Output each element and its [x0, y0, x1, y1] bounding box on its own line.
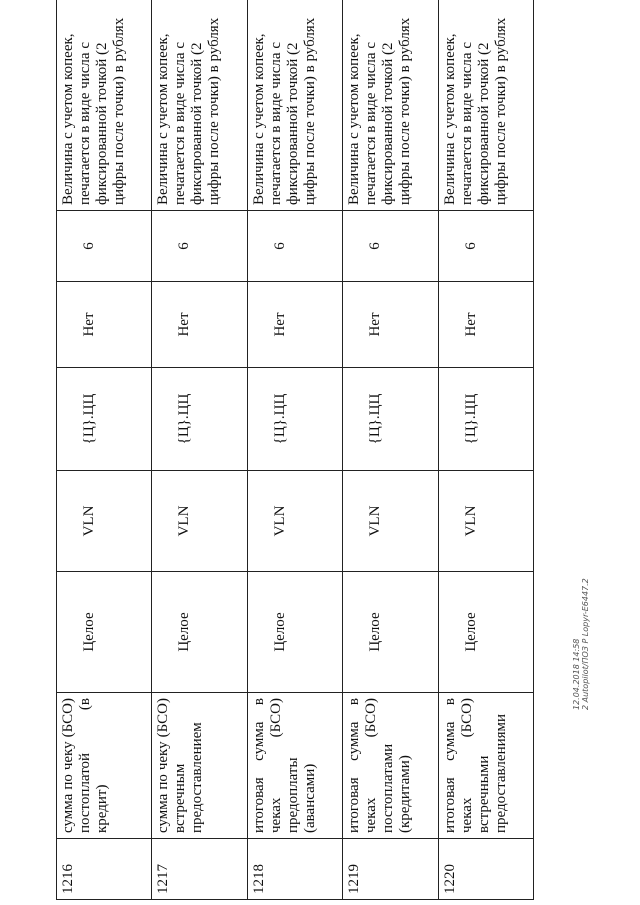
field-mask-cell: {Ц}.ЦЦ [152, 368, 247, 471]
table-row [438, 0, 533, 900]
field-required-cell: Нет [247, 282, 342, 368]
field-name-cell: итоговая сумма в чеках (БСО) встречными предоставлениями [438, 693, 533, 839]
field-name-cell: итоговая сумма в чеках (БСО) предоплаты (авансами) [247, 693, 342, 839]
table-row [343, 0, 438, 900]
field-format-cell: VLN [247, 471, 342, 572]
field-required-cell: Нет [438, 282, 533, 368]
field-description-cell: Величина с учетом копеек, печатается в виде числа с фиксированной точкой (2 цифры после точки) в рублях [343, 0, 438, 211]
field-mask-cell: {Ц}.ЦЦ [247, 368, 342, 471]
field-description-cell: Величина с учетом копеек, печатается в виде числа с фиксированной точкой (2 цифры после точки) в рублях [247, 0, 342, 211]
field-type-cell: Целое [152, 572, 247, 693]
field-format-cell: VLN [152, 471, 247, 572]
field-type-cell: Целое [343, 572, 438, 693]
table-row [57, 0, 152, 900]
field-format-cell: VLN [57, 471, 152, 572]
field-mask-cell: {Ц}.ЦЦ [438, 368, 533, 471]
field-required-cell: Нет [57, 282, 152, 368]
field-required-cell: Нет [343, 282, 438, 368]
stamp-line-2: 2 Autopilot/ПОЗ Р Lopyr-Е6447.2 [581, 578, 590, 710]
field-length-cell: 6 [438, 211, 533, 282]
field-type-cell: Целое [57, 572, 152, 693]
field-description-cell: Величина с учетом копеек, печатается в виде числа с фиксированной точкой (2 цифры после точки) в рублях [438, 0, 533, 211]
field-description-cell: Величина с учетом копеек, печатается в виде числа с фиксированной точкой (2 цифры после точки) в рублях [152, 0, 247, 211]
field-description-cell: Величина с учетом копеек, печатается в виде числа с фиксированной точкой (2 цифры после точки) в рублях [57, 0, 152, 211]
field-length-cell: 6 [57, 211, 152, 282]
row-number-cell: 1217 [152, 839, 247, 900]
rotated-table-container [56, 17, 534, 900]
field-mask-cell: {Ц}.ЦЦ [343, 368, 438, 471]
table-row [247, 0, 342, 900]
field-type-cell: Целое [438, 572, 533, 693]
stamp-line-1: 12.04.2018 14:58 [572, 638, 581, 710]
field-name-cell: сумма по чеку (БСО) встречным предоставлением [152, 693, 247, 839]
field-mask-cell: {Ц}.ЦЦ [57, 368, 152, 471]
row-number-cell: 1218 [247, 839, 342, 900]
field-name-cell: сумма по чеку (БСО) постоплатой (в кредит) [57, 693, 152, 839]
field-name-cell: итоговая сумма в чеках (БСО) постоплатами (кредитами) [343, 693, 438, 839]
field-type-cell: Целое [247, 572, 342, 693]
field-format-cell: VLN [343, 471, 438, 572]
field-length-cell: 6 [343, 211, 438, 282]
row-number-cell: 1216 [57, 839, 152, 900]
fields-table [56, 0, 534, 900]
field-length-cell: 6 [152, 211, 247, 282]
field-length-cell: 6 [247, 211, 342, 282]
field-format-cell: VLN [438, 471, 533, 572]
field-required-cell: Нет [152, 282, 247, 368]
row-number-cell: 1219 [343, 839, 438, 900]
scan-stamp [572, 550, 600, 710]
row-number-cell: 1220 [438, 839, 533, 900]
table-row [152, 0, 247, 900]
